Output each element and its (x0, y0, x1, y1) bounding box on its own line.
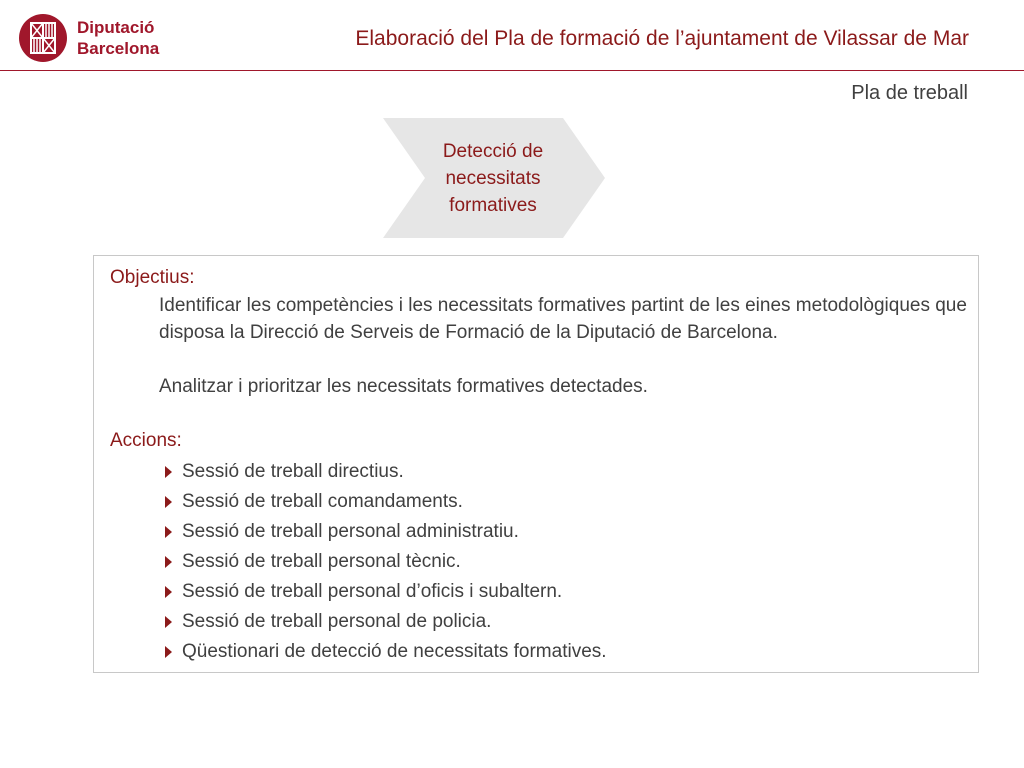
header-divider (0, 70, 1024, 71)
bullet-arrow-icon (165, 646, 172, 658)
action-item-label: Sessió de treball directius. (182, 461, 404, 482)
bullet-arrow-icon (165, 586, 172, 598)
logo-line-2: Barcelona (77, 39, 160, 58)
objectives-heading: Objectius: (110, 267, 195, 288)
process-step-label (413, 138, 573, 219)
step-label-line-2: necessitats (445, 168, 541, 189)
logo-wordmark (77, 17, 159, 59)
logo (18, 13, 188, 65)
step-label-line-3: formatives (449, 195, 537, 216)
action-item (165, 487, 607, 517)
logo-line-1: Diputació (77, 18, 155, 37)
process-step-chevron (383, 118, 605, 238)
action-item (165, 457, 607, 487)
action-item-label: Sessió de treball comandaments. (182, 491, 463, 512)
actions-list (165, 457, 607, 667)
bullet-arrow-icon (165, 616, 172, 628)
page-subtitle: Pla de treball (851, 82, 968, 104)
action-item-label: Qüestionari de detecció de necessitats formatives. (182, 641, 607, 662)
action-item (165, 547, 607, 577)
bullet-arrow-icon (165, 496, 172, 508)
action-item-label: Sessió de treball personal d’oficis i subaltern. (182, 581, 563, 602)
action-item-label: Sessió de treball personal tècnic. (182, 551, 461, 572)
action-item-label: Sessió de treball personal administratiu. (182, 521, 519, 542)
actions-heading: Accions: (110, 430, 182, 451)
action-item (165, 577, 607, 607)
action-item (165, 607, 607, 637)
objective-item: Identificar les competències i les necessitats formatives partint de les eines metodològiques que disposa la Direcció de Serveis de Formació de la Diputació de Barcelona. (159, 295, 967, 343)
bullet-arrow-icon (165, 526, 172, 538)
action-item (165, 637, 607, 667)
bullet-arrow-icon (165, 556, 172, 568)
diputacio-barcelona-logo-icon (18, 13, 68, 63)
objective-item: Analitzar i prioritzar les necessitats formatives detectades. (159, 376, 648, 397)
action-item (165, 517, 607, 547)
content-panel (93, 255, 979, 673)
page-title: Elaboració del Pla de formació de l’ajuntament de Vilassar de Mar (355, 27, 969, 50)
action-item-label: Sessió de treball personal de policia. (182, 611, 492, 632)
bullet-arrow-icon (165, 466, 172, 478)
step-label-line-1: Detecció de (442, 141, 544, 162)
